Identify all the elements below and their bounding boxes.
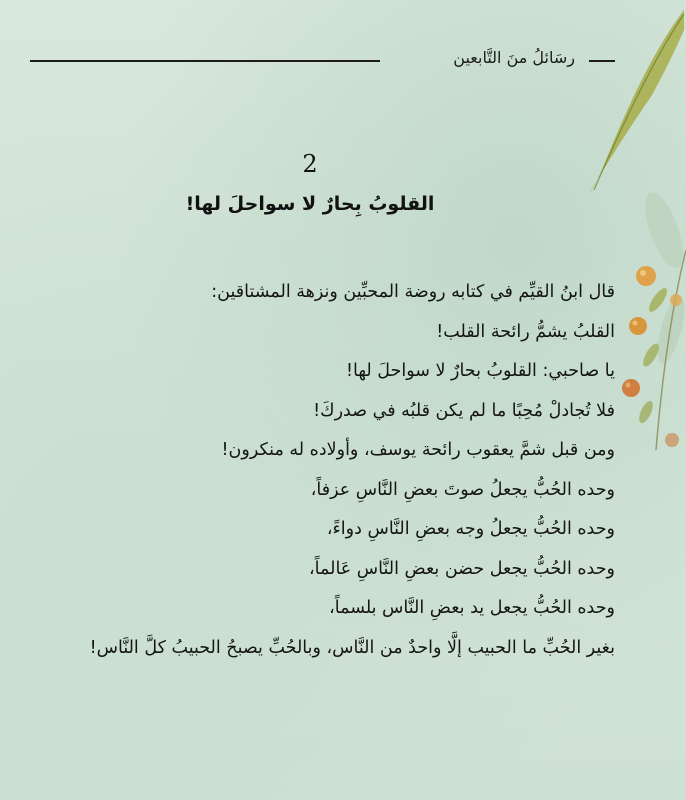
book-title: رسَائلُ منَ التَّابعين [453,48,575,67]
header-divider-right [589,60,615,62]
running-header [30,48,615,72]
chapter-title: القلوبُ بِحارٌ لا سواحلَ لها! [185,193,435,215]
chapter-number: 2 [302,150,318,178]
body-line: وحده الحُبُّ يجعل يد بعضِ النَّاس بلسماً، [329,598,615,618]
body-line: فلا تُجادلْ مُحِبًا ما لم يكن قلبُه في صدركَ! [313,400,615,421]
header-divider-left [30,60,380,62]
body-line: وحده الحُبُّ يجعلُ وجه بعضِ النَّاسِ دواءً، [326,519,615,539]
body-line: بغير الحُبِّ ما الحبيب إلَّا واحدٌ من النَّاس، وبالحُبِّ يصبحُ الحبيبُ كلَّ النَّاس! [89,637,615,658]
body-line: ومن قبل شمَّ يعقوب رائحة يوسف، وأولاده له منكرون! [221,440,615,460]
body-line: وحده الحُبُّ يجعلُ صوتَ بعضِ النَّاسِ عزفاً، [310,479,615,500]
body-line: قال ابنُ القيِّم في كتابه روضة المحبِّين ونزهة المشتاقين: [211,282,615,302]
body-line: وحده الحُبُّ يجعل حضن بعضِ النَّاسِ عَالماً، [309,558,615,579]
body-line: يا صاحبي: القلوبُ بحارٌ لا سواحلَ لها! [345,361,615,381]
chapter-body [30,273,615,668]
body-line: القلبُ يشمُّ رائحة القلب! [436,321,615,342]
